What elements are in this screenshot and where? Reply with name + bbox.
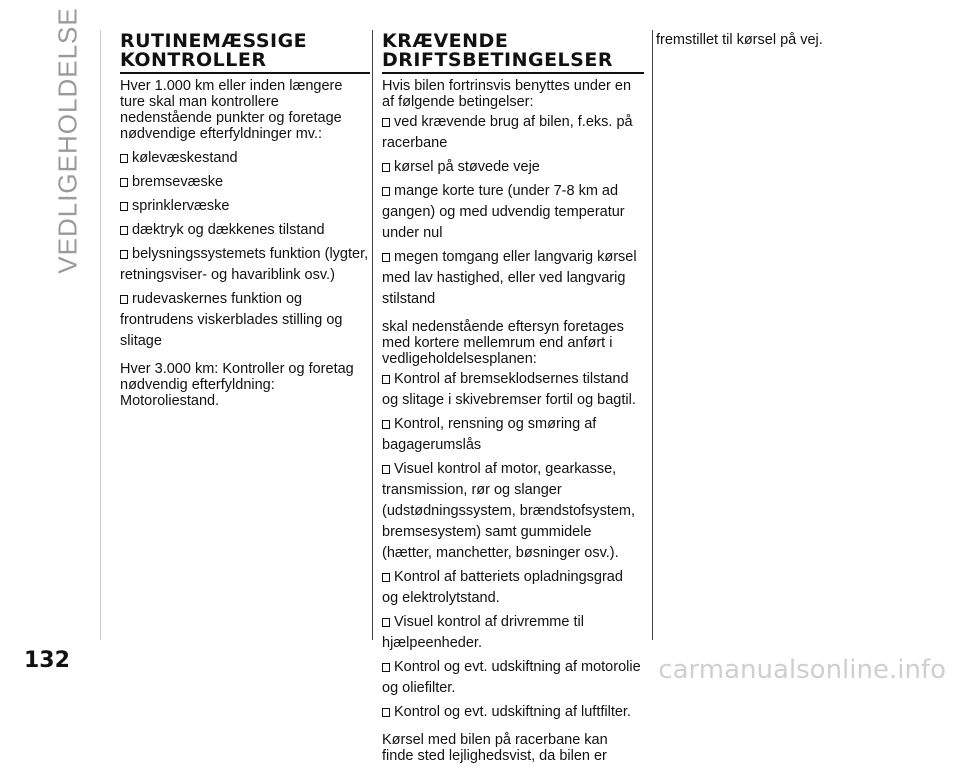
list-item: Kontrol og evt. udskiftning af motorolie og oliefilter. [382,659,641,696]
column-3 [656,32,916,54]
demanding-closing: Kørsel med bilen på racerbane kan finde sted lejlighedsvist, da bilen er [382,732,608,764]
list-item: Visuel kontrol af drivremme til hjælpeenheder. [382,614,584,651]
checkbox-icon [382,187,390,196]
checkbox-icon [120,226,128,235]
checkbox-icon [382,618,390,627]
conditions-list [382,112,642,313]
checkbox-icon [120,154,128,163]
checkbox-icon [382,420,390,429]
list-item: sprinklervæske [120,196,370,220]
list-item: Kontrol, rensning og smøring af bagagerumslås [382,416,597,453]
checkbox-icon [382,708,390,717]
list-item: Kontrol og evt. udskiftning af luftfilter. [382,702,642,726]
column-divider-1 [372,30,373,640]
list-item: Kontrol af bremseklodsernes tilstand og slitage i skivebremser fortil og bagtil. [382,371,636,408]
list-item: rudevaskernes funktion og frontrudens viskerblades stilling og slitage [120,291,343,349]
column-2 [382,32,642,770]
checkbox-icon [382,573,390,582]
demanding-intro: Hvis bilen fortrinsvis benyttes under en af følgende betingelser: [382,78,632,110]
demanding-continuation: fremstillet til kørsel på vej. [656,32,823,48]
section-heading-routine: RUTINEMÆSSIGE KONTROLLER [120,32,370,74]
section-heading-demanding: KRÆVENDE DRIFTSBETINGELSER [382,32,644,74]
list-item: ved krævende brug af bilen, f.eks. på racerbane [382,114,633,151]
list-item: belysningssystemets funktion (lygter, retningsviser- og havariblink osv.) [120,246,369,283]
column-divider-2 [652,30,653,640]
routine-checklist [120,148,370,355]
list-item: Kontrol af batteriets opladningsgrad og elektrolytstand. [382,569,623,606]
routine-outro: Hver 3.000 km: Kontroller og foretag nødvendig efterfyldning: Motoroliestand. [120,361,354,409]
list-item: Visuel kontrol af motor, gearkasse, transmission, rør og slanger (udstødningssystem, brændstofsystem, bremsesystem) samt gummidele (hætter, manchetter, bøsninger osv.). [382,461,636,561]
page-number: 132 [24,648,70,673]
list-item: megen tomgang eller langvarig kørsel med lav hastighed, eller ved langvarig stilstand [382,249,637,307]
list-item: kørsel på støvede veje [382,157,642,181]
checks-list [382,369,642,726]
checkbox-icon [120,250,128,259]
side-section-title-text: VEDLIGEHOLDELSE [52,6,83,274]
checkbox-icon [382,118,390,127]
demanding-middle: skal nedenstående eftersyn foretages med kortere mellemrum end anført i vedligeholdelsesplanen: [382,319,624,367]
list-item: dæktryk og dækkenes tilstand [120,220,370,244]
column-1 [120,32,370,415]
list-item: kølevæskestand [120,148,370,172]
watermark: carmanualsonline.info [658,655,946,685]
side-section-title [48,6,88,274]
list-item: mange korte ture (under 7-8 km ad gangen) og med udvendig temperatur under nul [382,183,625,241]
checkbox-icon [120,295,128,304]
checkbox-icon [382,465,390,474]
checkbox-icon [382,375,390,384]
checkbox-icon [382,253,390,262]
routine-intro: Hver 1.000 km eller inden længere ture skal man kontrollere nedenstående punkter og foretage nødvendige efterfyldninger mv.: [120,78,343,142]
checkbox-icon [120,202,128,211]
checkbox-icon [120,178,128,187]
checkbox-icon [382,663,390,672]
list-item: bremsevæske [120,172,370,196]
side-divider [100,30,101,640]
checkbox-icon [382,163,390,172]
